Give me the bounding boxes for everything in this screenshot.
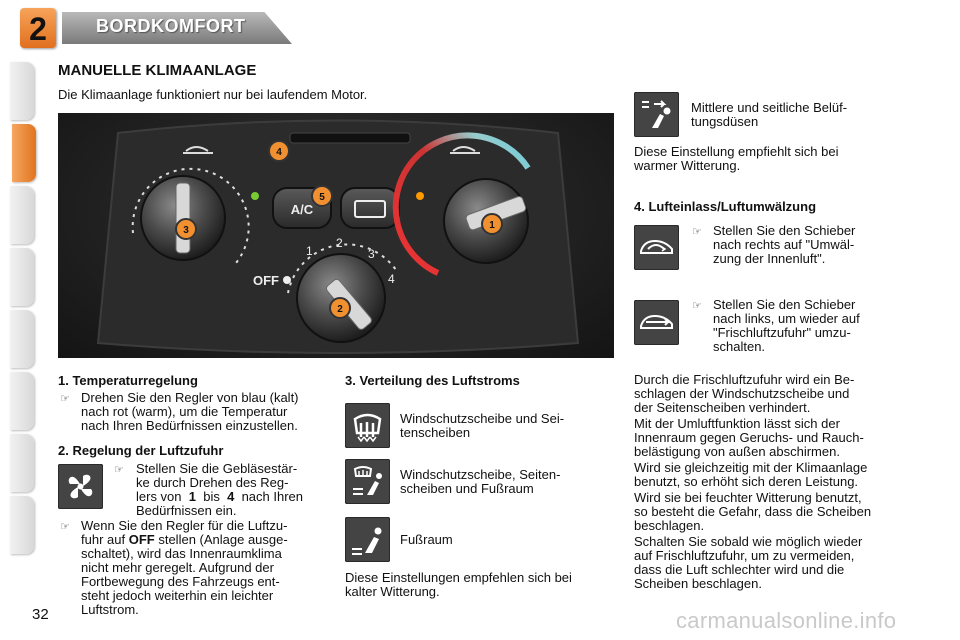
svg-text:1: 1	[489, 220, 495, 231]
svg-text:2: 2	[337, 304, 343, 315]
dist-heading: 3. Verteilung des Luftstroms	[345, 373, 520, 388]
off-text-4: nicht mehr geregelt. Aufgrund der	[81, 560, 274, 575]
cold-note-1: Diese Einstellungen empfehlen sich bei	[345, 570, 572, 585]
cold-note-2: kalter Witterung.	[345, 584, 440, 599]
side-tab-1[interactable]	[10, 62, 34, 120]
fan-icon-tile	[58, 464, 103, 509]
feet-icon-tile	[345, 517, 390, 562]
fan-tick-2: 2	[336, 236, 343, 250]
side-tab-6[interactable]	[10, 372, 34, 430]
para1-line2: schlagen der Windschutzscheibe und	[634, 386, 850, 401]
callout-5	[312, 186, 332, 206]
para3-line2: benutzt, so erhöht sich deren Leistung.	[634, 474, 859, 489]
callout-1	[482, 214, 502, 234]
svg-text:3: 3	[183, 225, 189, 236]
warm-note-2: warmer Witterung.	[634, 158, 741, 173]
fresh-line-3: "Frischluftzufuhr" umzu-	[713, 325, 851, 340]
para3-line1: Wird sie gleichzeitig mit der Klimaanlage	[634, 460, 868, 475]
bullet-icon: ☞	[60, 393, 70, 405]
para1-line1: Durch die Frischluftzufuhr wird ein Be-	[634, 372, 855, 387]
off-label: OFF	[253, 273, 279, 288]
recirc-line-1: Stellen Sie den Schieber	[713, 223, 856, 238]
fresh-air-icon-tile	[634, 300, 679, 345]
fresh-line-1: Stellen Sie den Schieber	[713, 297, 856, 312]
fan-tick-3: 3	[368, 247, 375, 261]
fresh-air-icon	[634, 300, 679, 345]
side-tab-4[interactable]	[10, 248, 34, 306]
svg-text:4: 4	[276, 147, 282, 158]
temp-text-3: nach Ihren Bedürfnissen einzustellen.	[81, 418, 298, 433]
para4-line1: Wird sie bei feuchter Witterung benutzt,	[634, 490, 862, 505]
dist-item2-line1: Windschutzscheibe, Seiten-	[400, 467, 561, 482]
svg-text:5: 5	[319, 192, 325, 203]
para4-line2: so besteht die Gefahr, dass die Scheiben	[634, 504, 872, 519]
recirc-line-2: nach rechts auf "Umwäl-	[713, 237, 855, 252]
windscreen-icon-tile	[345, 403, 390, 448]
para5-line3: dass die Luft schlechter wird und die	[634, 562, 845, 577]
ac-button-label: A/C	[290, 202, 314, 217]
climate-panel-photo	[58, 113, 614, 358]
para5-line1: Schalten Sie sobald wie möglich wieder	[634, 534, 863, 549]
callout-2	[330, 298, 350, 318]
air-heading: 2. Regelung der Luftzufuhr	[58, 443, 224, 458]
fan-tick-1: 1	[306, 244, 313, 258]
vents-line-1: Mittlere und seitliche Belüf-	[691, 100, 848, 115]
off-text-3: schaltet), wird das Innenraumklima	[81, 546, 282, 561]
para5-line4: Scheiben beschlagen.	[634, 576, 762, 591]
air-text-3: lers von 1 bis 4 nach Ihren	[136, 489, 303, 504]
callout-4	[269, 141, 289, 161]
warm-note-1: Diese Einstellung empfiehlt sich bei	[634, 144, 839, 159]
intake-heading: 4. Lufteinlass/Luftumwälzung	[634, 199, 817, 214]
side-tab-2-active[interactable]	[12, 124, 36, 182]
bullet-icon: ☞	[114, 464, 124, 476]
feet-vent-icon	[345, 517, 390, 562]
air-text-4: Bedürfnissen ein.	[136, 503, 237, 518]
side-tab-8[interactable]	[10, 496, 34, 554]
fan-tick-4: 4	[388, 272, 395, 286]
temp-text-2: nach rot (warm), um die Temperatur	[81, 404, 288, 419]
fresh-line-2: nach links, um wieder auf	[713, 311, 860, 326]
chapter-title: BORDKOMFORT	[96, 16, 246, 36]
dist-item1-line1: Windschutzscheibe und Sei-	[400, 411, 565, 426]
bullet-icon: ☞	[692, 300, 702, 312]
windscreen-demist-icon	[345, 403, 390, 448]
dist-item2-line2: scheiben und Fußraum	[400, 481, 534, 496]
off-text-2: fuhr auf OFF stellen (Anlage ausge-	[81, 532, 288, 547]
dist-item1-line2: tenscheiben	[400, 425, 471, 440]
vents-line-2: tungsdüsen	[691, 114, 759, 129]
para2-line3: belästigung von außen abschirmen.	[634, 444, 840, 459]
page-number: 32	[32, 606, 49, 623]
off-text-7: Luftstrom.	[81, 602, 139, 617]
off-text-5: Fortbewegung des Fahrzeugs ent-	[81, 574, 280, 589]
off-text-1: Wenn Sie den Regler für die Luftzu-	[81, 518, 288, 533]
side-tab-3[interactable]	[10, 186, 34, 244]
temp-text-1: Drehen Sie den Regler von blau (kalt)	[81, 390, 299, 405]
para2-line2: Innenraum gegen Geruchs- und Rauch-	[634, 430, 864, 445]
para5-line2: auf Frischluftzufuhr, um zu vermeiden,	[634, 548, 855, 563]
face-vents-icon	[634, 92, 679, 137]
page-header	[0, 0, 960, 52]
windscreen-feet-icon-tile	[345, 459, 390, 504]
para2-line1: Mit der Umluftfunktion lässt sich der	[634, 416, 840, 431]
chapter-number: 2	[29, 11, 47, 47]
air-text-2: ke durch Drehen des Reg-	[136, 475, 289, 490]
temp-heading: 1. Temperaturregelung	[58, 373, 198, 388]
intro-text: Die Klimaanlage funktioniert nur bei laufendem Motor.	[58, 87, 368, 102]
air-text-1: Stellen Sie die Gebläsestär-	[136, 461, 298, 476]
bullet-icon: ☞	[60, 521, 70, 533]
para1-line3: der Seitenscheiben verhindert.	[634, 400, 811, 415]
watermark: carmanualsonline.info	[676, 608, 897, 633]
fan-icon	[58, 464, 103, 509]
recirc-line-3: zung der Innenluft".	[713, 251, 826, 266]
bullet-icon: ☞	[692, 226, 702, 238]
para4-line3: beschlagen.	[634, 518, 705, 533]
recirculation-icon	[634, 225, 679, 270]
side-tab-7[interactable]	[10, 434, 34, 492]
off-text-6: steht jedoch weiterhin ein leichter	[81, 588, 274, 603]
recirc-icon-tile	[634, 225, 679, 270]
section-title: MANUELLE KLIMAANLAGE	[58, 62, 257, 79]
chapter-badge	[20, 8, 56, 48]
climate-panel-illustration	[58, 113, 614, 358]
windscreen-feet-icon	[345, 459, 390, 504]
side-tab-5[interactable]	[10, 310, 34, 368]
callout-3	[176, 219, 196, 239]
vents-icon-tile	[634, 92, 679, 137]
dist-item3: Fußraum	[400, 532, 453, 547]
fresh-line-4: schalten.	[713, 339, 766, 354]
